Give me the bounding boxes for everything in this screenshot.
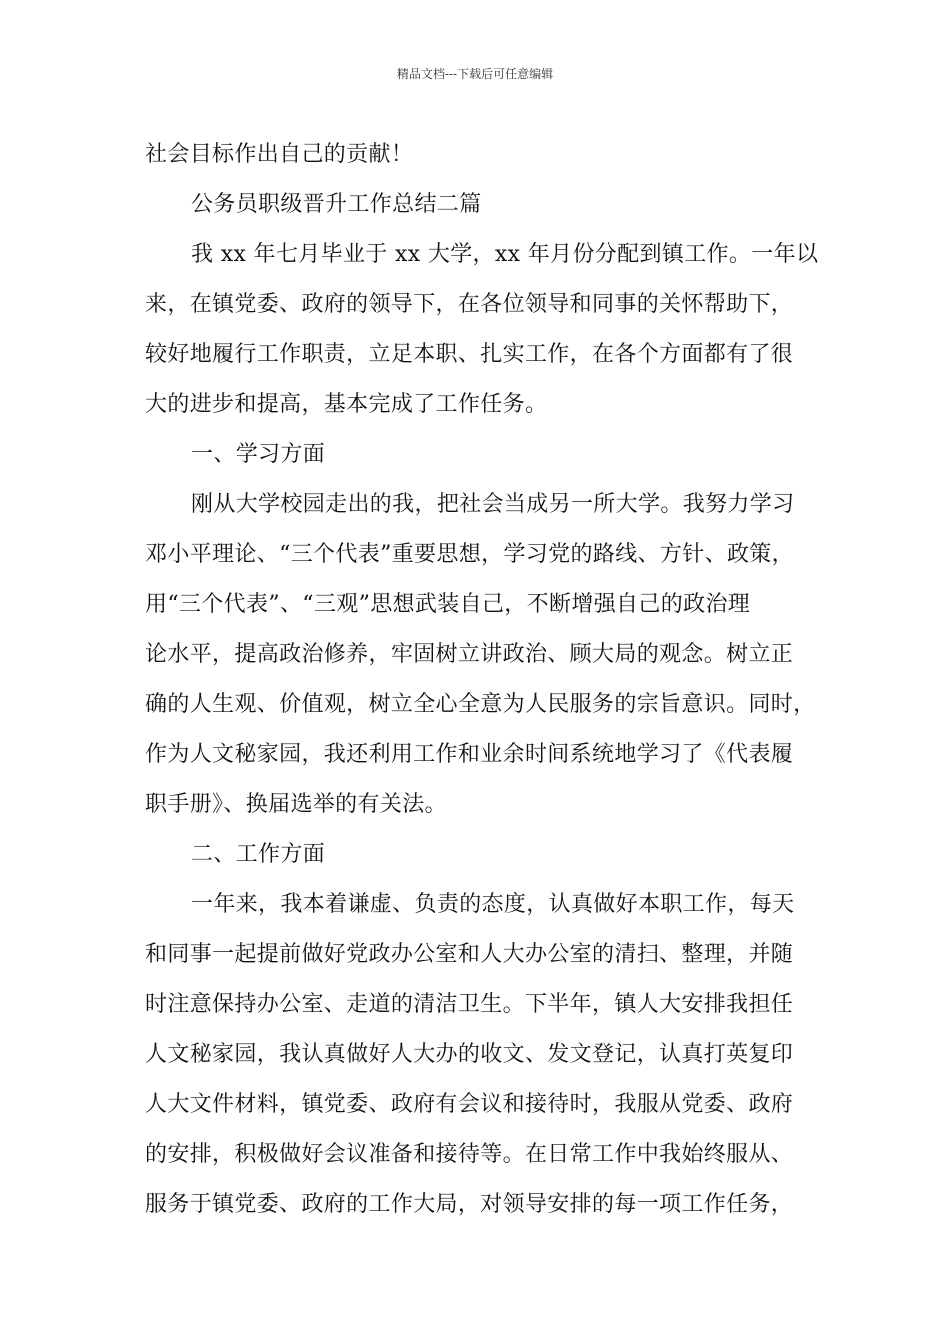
text-line: 作为人文秘家园，我还利用工作和业余时间系统地学习了《代表履: [145, 742, 794, 767]
text-line: 服务于镇党委、政府的工作大局，对领导安排的每一项工作任务，: [145, 1192, 794, 1217]
text-line: 人大文件材料，镇党委、政府有会议和接待时，我服从党委、政府: [145, 1092, 794, 1117]
text-line: 来，在镇党委、政府的领导下，在各位领导和同事的关怀帮助下，: [145, 292, 794, 317]
text-line: 人文秘家园，我认真做好人大办的收文、发文登记，认真打英复印: [145, 1042, 794, 1067]
text-line: 我 xx 年七月毕业于 xx 大学，xx 年月份分配到镇工作。一年以: [191, 242, 819, 267]
text-line: 职手册》、换届选举的有关法。: [145, 792, 447, 817]
text-line: 大的进步和提高，基本完成了工作任务。: [145, 392, 548, 417]
text-line: 邓小平理论、“三个代表”重要思想，学习党的路线、方针、政策，: [145, 542, 794, 567]
document-body: [145, 130, 819, 1230]
text-line: 用“三个代表”、“三观”思想武装自己，不断增强自己的政治理: [145, 592, 751, 617]
section-heading-study: 一、学习方面: [191, 442, 326, 467]
section-heading-work: 二、工作方面: [191, 842, 326, 867]
text-line: 社会目标作出自己的贡献！: [145, 142, 414, 167]
text-line: 一年来，我本着谦虚、负责的态度，认真做好本职工作，每天: [191, 892, 795, 917]
section-title: 公务员职级晋升工作总结二篇: [191, 192, 482, 217]
text-line: 时注意保持办公室、走道的清洁卫生。下半年，镇人大安排我担任: [145, 992, 794, 1017]
text-line: 论水平，提高政治修养，牢固树立讲政治、顾大局的观念。树立正: [145, 642, 794, 667]
text-line: 和同事一起提前做好党政办公室和人大办公室的清扫、整理，并随: [145, 942, 794, 967]
page-header: 精品文档---下载后可任意编辑: [396, 67, 554, 81]
text-line: 确的人生观、价值观，树立全心全意为人民服务的宗旨意识。同时，: [145, 692, 816, 717]
text-line: 的安排，积极做好会议准备和接待等。在日常工作中我始终服从、: [145, 1142, 794, 1167]
text-line: 较好地履行工作职责，立足本职、扎实工作，在各个方面都有了很: [145, 342, 794, 367]
text-line: 刚从大学校园走出的我，把社会当成另一所大学。我努力学习: [191, 492, 795, 517]
